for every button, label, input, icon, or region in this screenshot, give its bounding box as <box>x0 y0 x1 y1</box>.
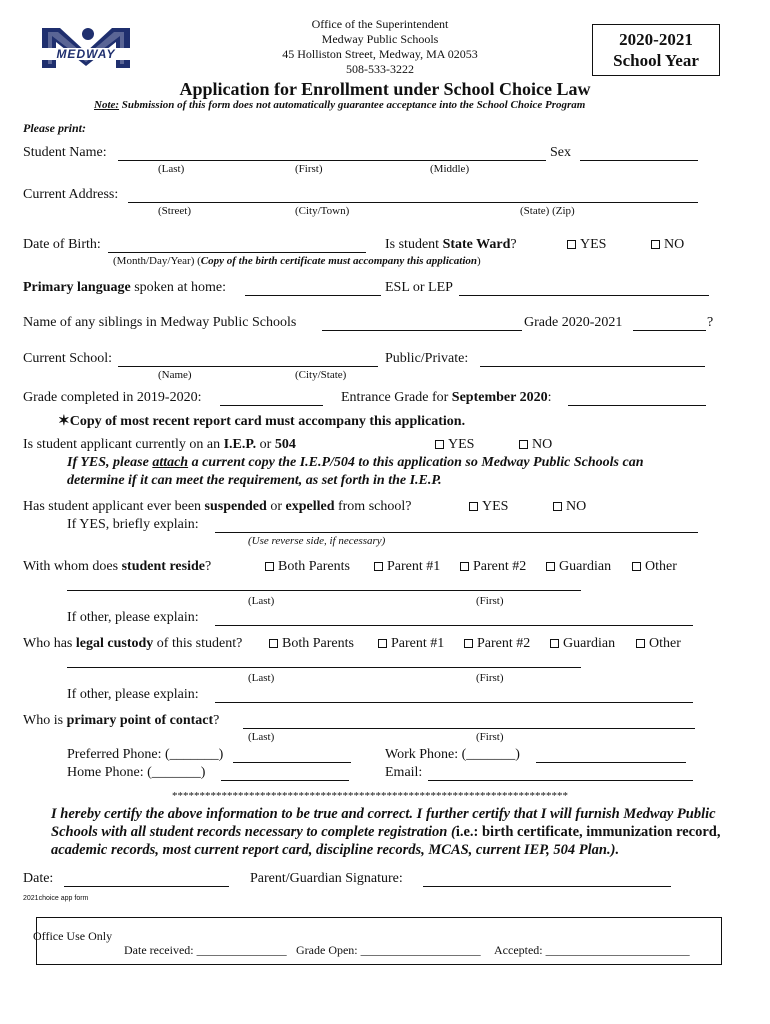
checkbox-icon <box>460 562 469 571</box>
reside-name-field[interactable] <box>67 590 581 591</box>
current-address-field[interactable] <box>128 202 698 203</box>
siblings-grade-field[interactable] <box>633 330 706 331</box>
siblings-field[interactable] <box>322 330 522 331</box>
public-private-label: Public/Private: <box>385 351 469 366</box>
contact-post: ? <box>213 713 220 728</box>
office-use-date-received: Date received: _______________ <box>124 943 287 957</box>
office-line-3: 45 Holliston Street, Medway, MA 02053 <box>282 47 478 61</box>
suspended-yes[interactable] <box>469 499 508 515</box>
custody-parent-2[interactable] <box>464 636 530 652</box>
checkbox-icon <box>546 562 555 571</box>
state-ward-yes[interactable] <box>567 237 606 253</box>
sex-field[interactable] <box>580 160 698 161</box>
custody-post: of this student? <box>153 636 243 651</box>
grade-completed-field[interactable] <box>220 405 323 406</box>
dob-field[interactable] <box>108 252 366 253</box>
reside-last-hint: (Last) <box>248 595 275 607</box>
custody-parent-1[interactable] <box>378 636 444 652</box>
reside-other-explain-field[interactable] <box>215 625 693 626</box>
iep-or: or <box>256 437 275 452</box>
yes-label: YES <box>482 499 509 514</box>
iep-yes[interactable] <box>435 437 474 453</box>
office-use-grade-open: Grade Open: ____________________ <box>296 943 481 957</box>
checkbox-icon <box>550 639 559 648</box>
option-label: Parent #1 <box>387 559 441 574</box>
entrance-grade-sept: September 2020 <box>451 390 548 405</box>
suspended-no[interactable] <box>553 499 586 515</box>
iep-note-1b: a current copy the I.E.P/504 to this application so Medway Public Schools can <box>188 455 644 470</box>
sex-label: Sex <box>550 145 571 160</box>
siblings-label: Name of any siblings in Medway Public Schools <box>23 315 297 330</box>
student-name-label: Student Name: <box>23 145 107 160</box>
dob-close: ) <box>477 255 481 267</box>
page-title: Application for Enrollment under School Choice Law <box>179 79 591 99</box>
esl-label: ESL or LEP <box>385 280 453 295</box>
preferred-phone-label: Preferred Phone: (_______) <box>67 747 224 762</box>
iep-pre: Is student applicant currently on an <box>23 437 224 452</box>
certify-line-2 <box>51 824 721 841</box>
entrance-grade-colon: : <box>547 390 552 405</box>
checkbox-icon <box>265 562 274 571</box>
date-label: Date: <box>23 871 54 886</box>
reside-label <box>23 559 211 575</box>
esl-field[interactable] <box>459 295 709 296</box>
iep-note-2: determine if it can meet the requirement, as set forth in the I.E.P. <box>67 473 442 488</box>
custody-name-field[interactable] <box>67 667 581 668</box>
reside-other-explain-label: If other, please explain: <box>67 610 199 625</box>
school-year-box <box>592 24 720 76</box>
checkbox-icon <box>553 502 562 511</box>
suspended-label <box>23 499 411 515</box>
suspended-explain-field[interactable] <box>215 532 698 533</box>
signature-field[interactable] <box>423 886 671 887</box>
custody-pre: Who has <box>23 636 76 651</box>
primary-language-bold: Primary language <box>23 280 131 295</box>
primary-language-label <box>23 280 226 296</box>
school-year: 2020-2021 <box>619 30 693 49</box>
separator-stars: ************************************************************************ <box>172 790 568 802</box>
home-phone-label: Home Phone: (_______) <box>67 765 206 780</box>
dob-cert: Copy of the birth certificate must accompany this application <box>200 255 478 267</box>
reside-first-hint: (First) <box>476 595 504 607</box>
school-year-label: School Year <box>613 51 699 70</box>
address-street-hint: (Street) <box>158 205 191 217</box>
state-ward-post: ? <box>510 237 517 252</box>
iep-504: 504 <box>274 437 296 452</box>
checkbox-icon <box>632 562 641 571</box>
custody-bold: legal custody <box>75 636 154 651</box>
reverse-side-hint: (Use reverse side, if necessary) <box>248 535 386 547</box>
option-label: Other <box>649 636 681 651</box>
work-phone-field[interactable] <box>536 762 686 763</box>
custody-both-parents[interactable] <box>269 636 354 652</box>
grade-completed-label: Grade completed in 2019-2020: <box>23 390 202 405</box>
reside-other[interactable] <box>632 559 677 575</box>
medway-logo-graphic <box>36 24 136 72</box>
office-line-2: Medway Public Schools <box>321 32 439 46</box>
siblings-q: ? <box>707 315 714 330</box>
student-name-field[interactable] <box>118 160 546 161</box>
expelled-bold: expelled <box>285 499 335 514</box>
signature-label: Parent/Guardian Signature: <box>250 871 403 886</box>
custody-other[interactable] <box>636 636 681 652</box>
report-card-note: ✶Copy of most recent report card must accompany this application. <box>58 414 466 429</box>
checkbox-icon <box>636 639 645 648</box>
custody-other-explain-label: If other, please explain: <box>67 687 199 702</box>
checkbox-icon <box>435 440 444 449</box>
state-ward-bold: State Ward <box>442 237 511 252</box>
iep-bold: I.E.P. <box>223 437 257 452</box>
certify-line-2a: Schools with all student records necessary to complete registration ( <box>51 824 456 840</box>
state-ward-label <box>385 237 517 253</box>
note <box>94 99 585 111</box>
iep-label <box>23 437 296 453</box>
address-city-hint: (City/Town) <box>295 205 350 217</box>
option-label: Other <box>645 559 677 574</box>
primary-language-rest: spoken at home: <box>130 280 226 295</box>
custody-label <box>23 636 242 652</box>
name-middle-hint: (Middle) <box>430 163 470 175</box>
certify-line-1: I hereby certify the above information to be true and correct. I further certify that I will furnish Medway Public <box>51 806 716 822</box>
contact-label <box>23 713 219 729</box>
home-phone-field[interactable] <box>221 780 349 781</box>
contact-last-hint: (Last) <box>248 731 275 743</box>
suspended-pre: Has student applicant ever been <box>23 499 205 514</box>
certify-line-3: academic records, most current report card, discipline records, MCAS, current IEP, 504 Plan.). <box>51 842 620 858</box>
office-use-accepted: Accepted: ________________________ <box>494 943 690 957</box>
work-phone-label: Work Phone: (_______) <box>385 747 520 762</box>
option-label: Parent #2 <box>473 559 527 574</box>
contact-pre: Who is <box>23 713 67 728</box>
dob-label: Date of Birth: <box>23 237 101 252</box>
checkbox-icon <box>269 639 278 648</box>
entrance-grade-field[interactable] <box>568 405 706 406</box>
preferred-phone-field[interactable] <box>233 762 351 763</box>
email-field[interactable] <box>428 780 693 781</box>
option-label: Both Parents <box>282 636 354 651</box>
office-use-title: Office Use Only <box>33 929 113 943</box>
address-state-zip-hint: (State) (Zip) <box>520 205 575 217</box>
current-school-label: Current School: <box>23 351 113 366</box>
yes-label: YES <box>580 237 607 252</box>
contact-name-field[interactable] <box>243 728 695 729</box>
option-label: Parent #1 <box>391 636 445 651</box>
state-ward-pre: Is student <box>385 237 443 252</box>
office-line-4: 508-533-3222 <box>346 62 414 76</box>
no-label: NO <box>566 499 587 514</box>
suspended-or: or <box>266 499 286 514</box>
iep-note-1 <box>67 455 644 471</box>
checkbox-icon <box>519 440 528 449</box>
reside-parent-2[interactable] <box>460 559 526 575</box>
iep-no[interactable] <box>519 437 552 453</box>
logo-text: MEDWAY <box>56 47 116 61</box>
checkbox-icon <box>469 502 478 511</box>
custody-first-hint: (First) <box>476 672 504 684</box>
note-label: Note: <box>94 99 120 111</box>
reside-guardian[interactable] <box>546 559 611 575</box>
no-label: NO <box>664 237 685 252</box>
name-last-hint: (Last) <box>158 163 185 175</box>
checkbox-icon <box>374 562 383 571</box>
office-line-1: Office of the Superintendent <box>311 17 449 31</box>
primary-language-field[interactable] <box>245 295 381 296</box>
dob-format: (Month/Day/Year) ( <box>113 255 201 267</box>
checkbox-icon <box>651 240 660 249</box>
office-address <box>250 17 510 77</box>
contact-bold: primary point of contact <box>66 713 214 728</box>
yes-label: YES <box>448 437 475 452</box>
name-first-hint: (First) <box>295 163 323 175</box>
custody-last-hint: (Last) <box>248 672 275 684</box>
iep-note-1u: attach <box>152 455 189 470</box>
suspended-bold: suspended <box>204 499 267 514</box>
date-field[interactable] <box>64 886 229 887</box>
siblings-grade-label: Grade 2020-2021 <box>524 315 623 330</box>
school-city-hint: (City/State) <box>295 369 347 381</box>
reside-bold: student reside <box>121 559 205 574</box>
option-label: Both Parents <box>278 559 350 574</box>
footer-code: 2021choice app form <box>23 895 89 902</box>
suspended-post: from school? <box>334 499 412 514</box>
checkbox-icon <box>464 639 473 648</box>
reside-both-parents[interactable] <box>265 559 350 575</box>
option-label: Guardian <box>559 559 612 574</box>
dob-note <box>113 255 481 267</box>
current-school-field[interactable] <box>118 366 378 367</box>
email-label: Email: <box>385 765 423 780</box>
public-private-field[interactable] <box>480 366 705 367</box>
medway-logo <box>36 24 136 72</box>
suspended-explain-label: If YES, briefly explain: <box>67 517 199 532</box>
certify-line-2b: i.e.: birth certificate, immunization record, <box>455 824 721 840</box>
custody-guardian[interactable] <box>550 636 615 652</box>
checkbox-icon <box>378 639 387 648</box>
reside-parent-1[interactable] <box>374 559 440 575</box>
custody-other-explain-field[interactable] <box>215 702 693 703</box>
please-print: Please print: <box>23 121 86 135</box>
checkbox-icon <box>567 240 576 249</box>
current-address-label: Current Address: <box>23 187 119 202</box>
entrance-grade-pre: Entrance Grade for <box>341 390 452 405</box>
school-name-hint: (Name) <box>158 369 192 381</box>
reside-post: ? <box>204 559 212 574</box>
option-label: Guardian <box>563 636 616 651</box>
option-label: Parent #2 <box>477 636 531 651</box>
entrance-grade-label <box>341 390 551 406</box>
iep-note-1a: If YES, please <box>67 455 153 470</box>
note-text: Submission of this form does not automatically guarantee acceptance into the School Choice Program <box>121 99 586 111</box>
contact-first-hint: (First) <box>476 731 504 743</box>
no-label: NO <box>532 437 553 452</box>
reside-pre: With whom does <box>23 559 122 574</box>
state-ward-no[interactable] <box>651 237 684 253</box>
